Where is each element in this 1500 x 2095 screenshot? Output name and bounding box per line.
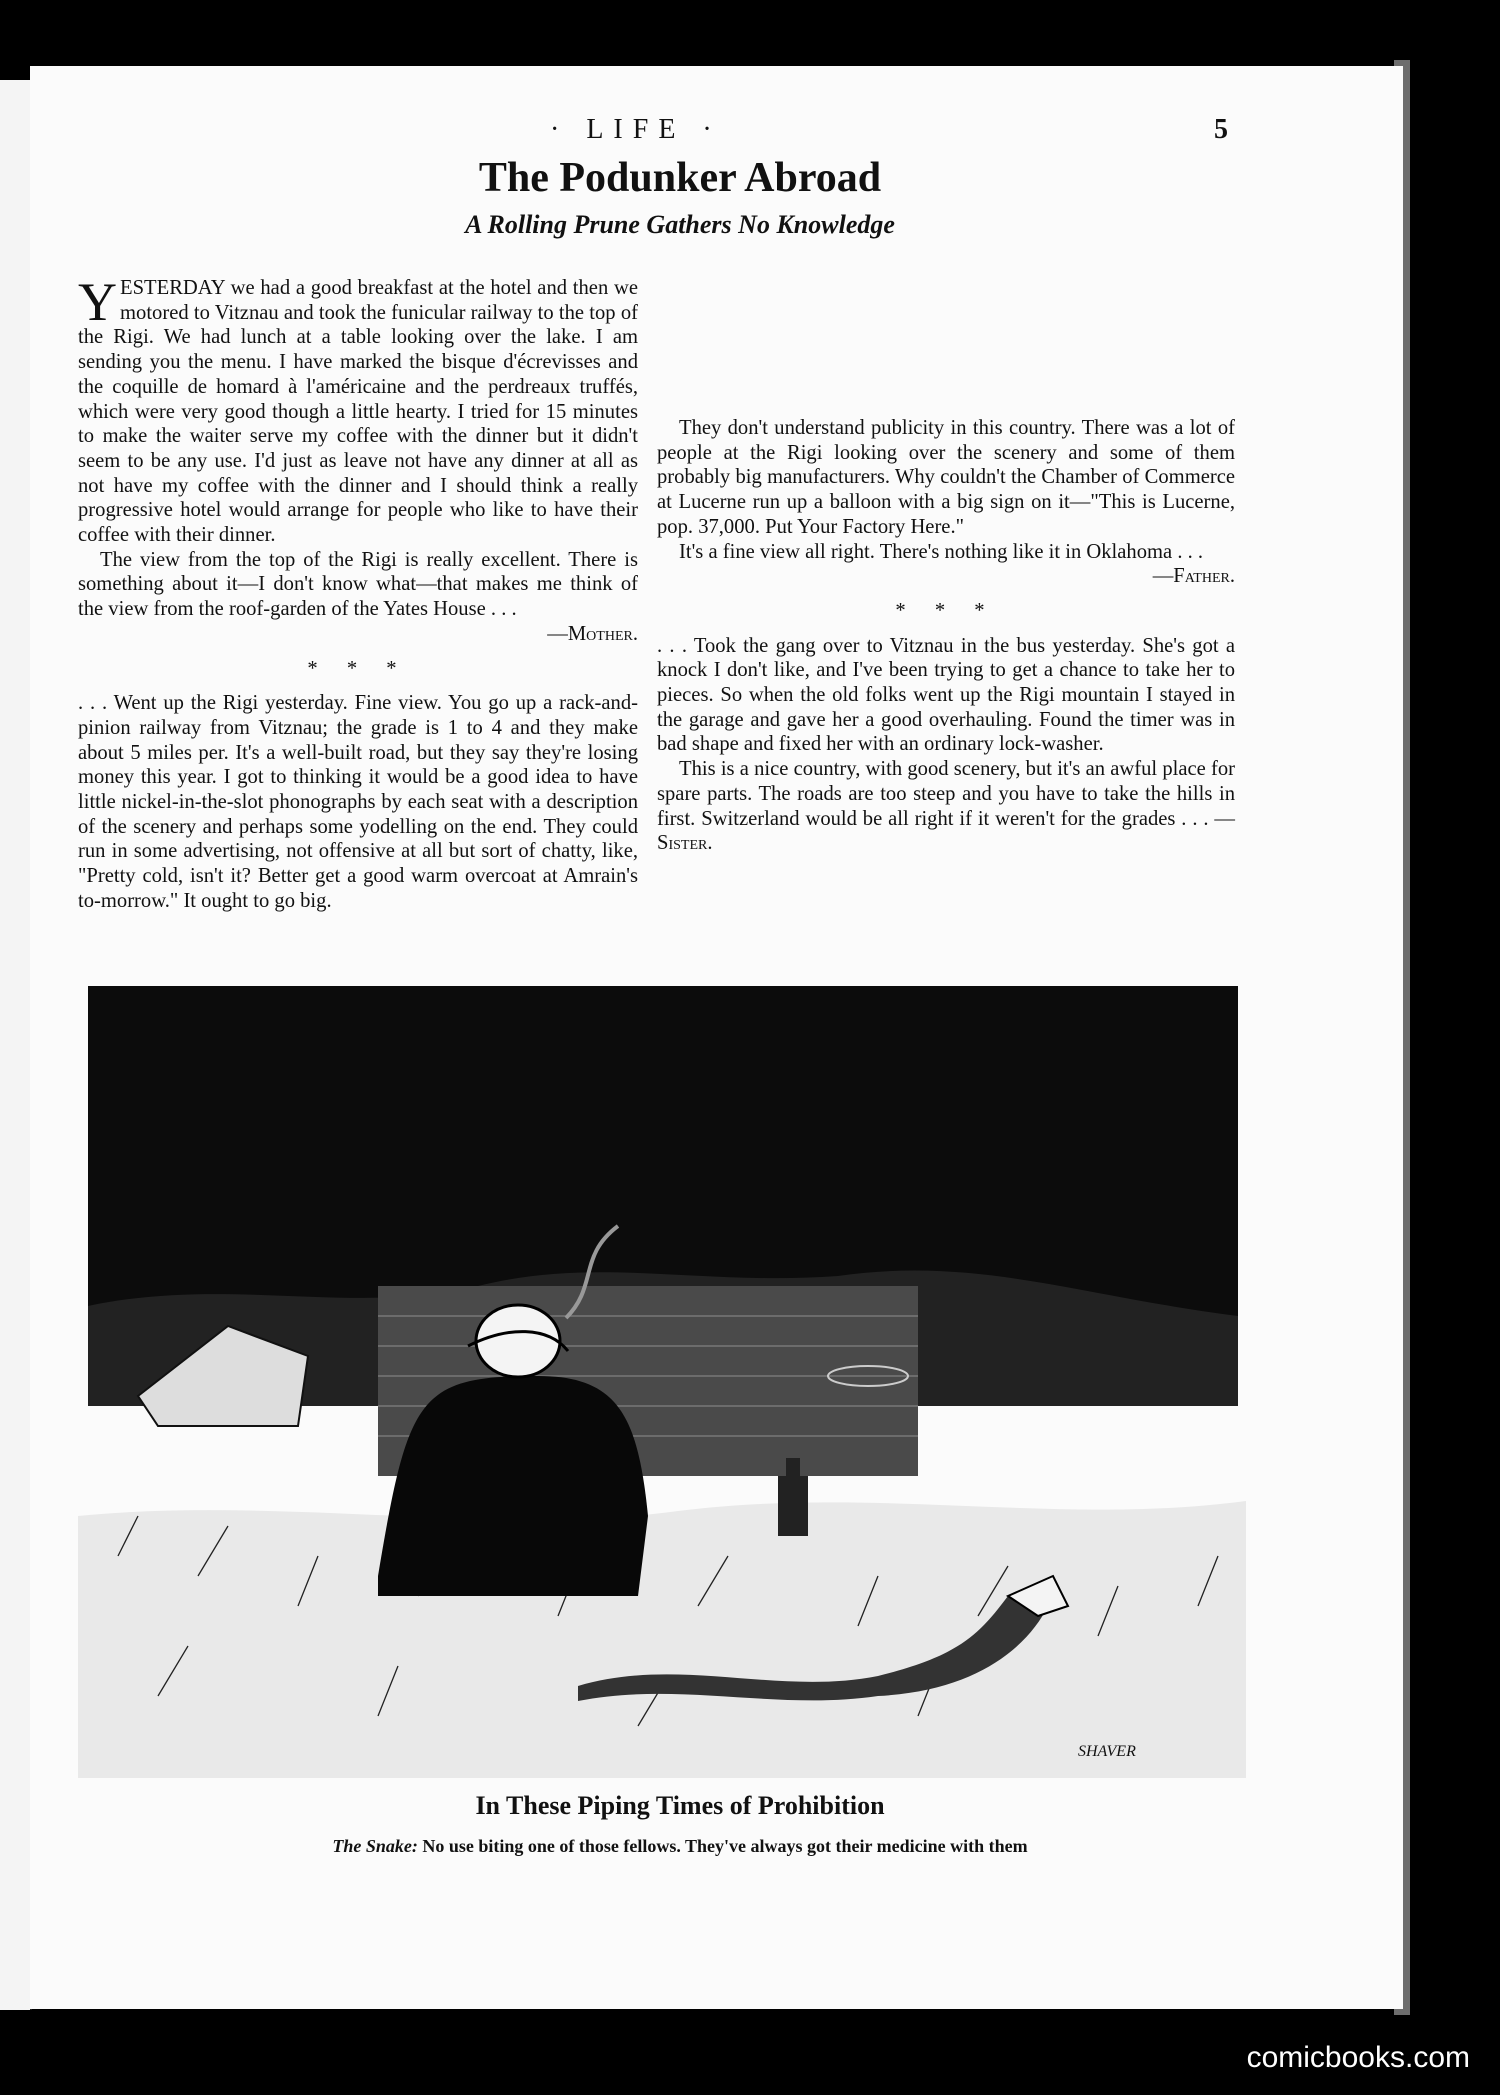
illustration-signature: SHAVER: [1078, 1743, 1136, 1760]
father-signature: —Father.: [1152, 565, 1235, 588]
mother-paragraph-2: The view from the top of the Rigi is really excellent. There is something about it—I don't know what—that makes me think of the view from the roof-garden of the Yates House . . .: [78, 548, 638, 621]
article-column-right: [657, 276, 1235, 856]
sister-paragraph-2: This is a nice country, with good scenery, but it's an awful place for spare parts. The roads are too steep and you have to take the hills in first. Switzerland would be all right if it weren't for the grades . . . —Sister.: [657, 758, 1235, 855]
caption-title: In These Piping Times of Prohibition: [475, 1791, 885, 1820]
caption-line: [30, 1836, 1330, 1857]
sister-paragraph-1: . . . Took the gang over to Vitznau in the bus yesterday. She's got a knock I don't like, and I've been trying to get a chance to take her to pieces. So when the old folks went up the Rigi mountain I stayed in the garage and gave her a good overhauling. Found the timer was in bad shape and fixed her with an ordinary lock-washer.: [657, 634, 1235, 756]
drop-cap: Y: [78, 272, 117, 332]
cartoon-illustration: [78, 956, 1246, 1778]
father-paragraph-3: It's a fine view all right. There's nothing like it in Oklahoma . . .: [679, 540, 1204, 563]
father-paragraph-1: . . . Went up the Rigi yesterday. Fine view. You go up a rack-and-pinion railway from Vitznau; the grade is 1 to 4 and they make about 5 miles per. It's a well-built road, but they say they're losing money this year. I got to thinking it would be a good idea to have little nickel-in-the-slot phonographs by each seat with a description of the scenery and perhaps some yodelling on the end. They could run in some advertising, not offensive at all but sort of chatty, like, "Pretty cold, isn't it? Better get a good warm overcoat at Amrain's to-morrow." It ought to go big.: [78, 692, 638, 912]
father-paragraph-2: They don't understand publicity in this country. There was a lot of people at the Rigi looking over the scenery and some of them probably big manufacturers. Why couldn't the Chamber of Commerce at Lucerne run up a balloon with a big sign on it—"This is Lucerne, pop. 37,000. Put Your Factory Here.": [657, 417, 1235, 538]
running-head: · LIFE ·: [550, 114, 722, 145]
sister-signature: —Sister.: [657, 807, 1235, 855]
article-subtitle: A Rolling Prune Gathers No Knowledge: [465, 210, 895, 239]
watermark: comicbooks.com: [1246, 2041, 1470, 2074]
magazine-page: [30, 66, 1403, 2009]
caption-text: No use biting one of those fellows. They've always got their medicine with them: [422, 1836, 1028, 1856]
mother-signature: —Mother.: [547, 622, 638, 645]
section-separator: * * *: [307, 657, 409, 680]
article-title: The Podunker Abroad: [478, 155, 882, 201]
left-page-edge: [0, 80, 32, 2010]
mother-paragraph-1: YESTERDAY we had a good breakfast at the hotel and then we motored to Vitznau and took the funicular railway to the top of the Rigi. We had lunch at a table looking over the lake. I am sending you the menu. I have marked the bisque d'écrevisses and the coquille de homard à l'américaine and the perdreaux truffés, which were very good though a little hearty. I tried for 15 minutes to make the waiter serve my coffee with the dinner but it didn't seem to be any use. I'd just as leave not have any dinner at all as not have my coffee with the dinner and I should think a really progressive hotel would arrange for people who like to have their coffee with their dinner.: [78, 272, 638, 547]
caption-speaker: The Snake:: [332, 1836, 418, 1856]
section-separator: * * *: [895, 599, 997, 622]
article-column-left: [78, 272, 638, 914]
page-number: 5: [1214, 114, 1228, 145]
